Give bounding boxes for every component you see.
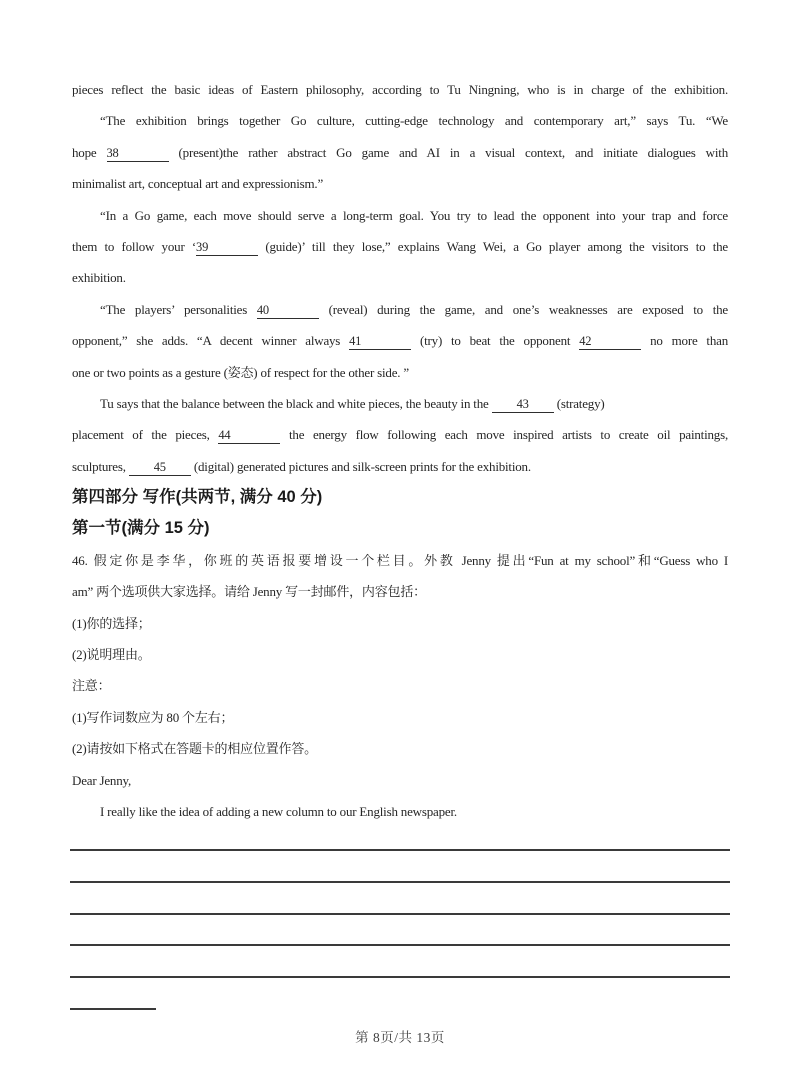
text-line-13: sculptures, 45 (digital) generated pictures and silk-screen prints for the exhibition. (72, 458, 531, 474)
text-line-17: am” 两个选项供大家选择。请给 Jenny 写一封邮件，内容包括： (72, 584, 426, 600)
answer-blank-39: 39 (196, 239, 258, 256)
text-line-11: Tu says that the balance between the black and white pieces, the beauty in the 43 (strategy) (100, 395, 605, 411)
writing-area (70, 828, 730, 1010)
text-line-10: one or two points as a gesture (姿态) of respect for the other side. ” (72, 364, 409, 380)
text-line-2: “The exhibition brings together Go culture, cutting-edge technology and contemporary art,” says Tu. “We (100, 113, 728, 129)
text-line-24: I really like the idea of adding a new column to our English newspaper. (100, 803, 457, 819)
answer-line-2 (70, 851, 730, 883)
answer-blank-42: 42 (579, 333, 641, 350)
text-line-4: minimalist art, conceptual art and expressionism.” (72, 176, 324, 192)
page-number: 第 8页/共 13页 (355, 1030, 445, 1045)
text-line-18: (1)你的选择； (72, 615, 151, 631)
page-footer (0, 1026, 800, 1046)
text-line-9: opponent,” she adds. “A decent winner always 41 (try) to beat the opponent 42 no more than (72, 333, 728, 349)
text-line-1: pieces reflect the basic ideas of Eastern philosophy, according to Tu Ningning, who is in charge of the exhibition. (72, 82, 728, 97)
text-line-8: “The players’ personalities 40 (reveal) during the game, and one’s weaknesses are exposed to the (100, 301, 728, 317)
answer-blank-43: 43 (492, 396, 554, 413)
answer-blank-40: 40 (257, 302, 319, 319)
text-line-16: 46. 假定你是李华，你班的英语报要增设一个栏目。外教 Jenny 提出“Fun at my school”和“Guess who I (72, 552, 728, 568)
answer-blank-45: 45 (129, 459, 191, 476)
answer-blank-38: 38 (107, 145, 169, 162)
text-line-5: “In a Go game, each move should serve a long-term goal. You try to lead the opponent into your trap and force (100, 207, 728, 223)
answer-line-5 (70, 946, 730, 978)
answer-line-3 (70, 883, 730, 915)
text-line-23: Dear Jenny, (72, 772, 132, 788)
text-line-7: exhibition. (72, 270, 126, 286)
text-line-14: 第四部分 写作(共两节, 满分 40 分) (72, 488, 323, 507)
text-line-3: hope 38 (present)the rather abstract Go game and AI in a visual context, and initiate dialogues with (72, 144, 728, 160)
answer-blank-41: 41 (349, 333, 411, 350)
text-line-22: (2)请按如下格式在答题卡的相应位置作答。 (72, 741, 317, 757)
answer-line-6 (70, 978, 156, 1010)
text-line-20: 注意： (72, 678, 111, 694)
text-line-12: placement of the pieces, 44 the energy flow following each move inspired artists to create oil paintings, (72, 427, 728, 443)
answer-line-1 (70, 828, 730, 851)
answer-blank-44: 44 (218, 427, 280, 444)
answer-line-4 (70, 915, 730, 947)
text-line-21: (1)写作词数应为 80 个左右； (72, 709, 234, 725)
text-line-15: 第一节(满分 15 分) (72, 519, 210, 538)
document-lines (72, 74, 728, 827)
text-line-19: (2)说明理由。 (72, 647, 151, 663)
text-line-6: them to follow your ‘39 (guide)’ till they lose,” explains Wang Wei, a Go player among the visitors to the (72, 238, 728, 254)
